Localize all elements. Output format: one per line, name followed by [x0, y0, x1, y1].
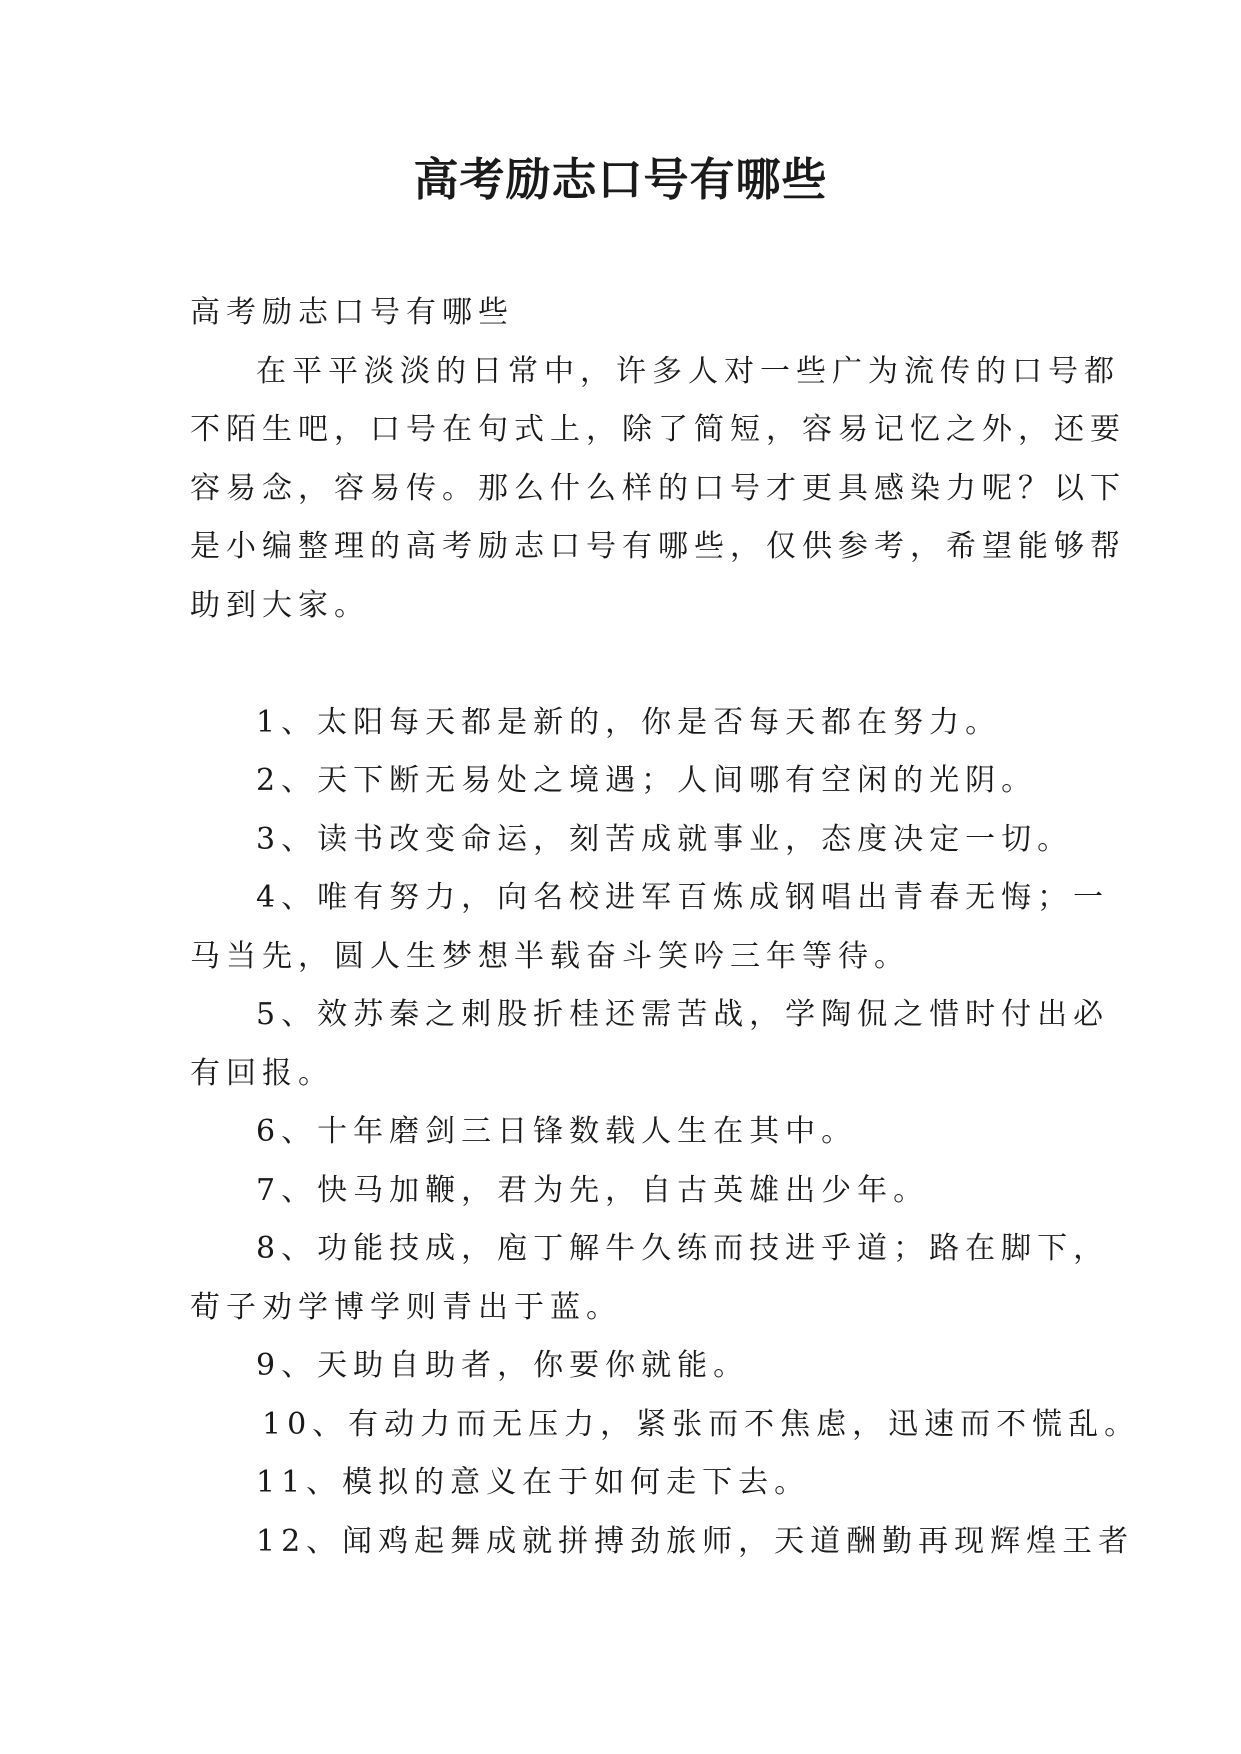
list-item: 12、闻鸡起舞成就拼搏劲旅师，天道酬勤再现辉煌王者: [256, 1523, 1135, 1559]
intro-line: 容易念，容易传。那么什么样的口号才更具感染力呢？以下: [190, 470, 1126, 506]
list-item: 1、太阳每天都是新的，你是否每天都在努力。: [256, 704, 1002, 740]
list-item-continuation: 荀子劝学博学则青出于蓝。: [190, 1289, 622, 1325]
list-item-continuation: 马当先，圆人生梦想半载奋斗笑吟三年等待。: [190, 938, 910, 974]
list-item: 4、唯有努力，向名校进军百炼成钢唱出青春无悔；一: [256, 880, 1110, 915]
list-item: 7、快马加鞭，君为先，自古英雄出少年。: [256, 1172, 930, 1208]
paragraph-spacer: [190, 635, 1070, 694]
intro-line: 不陌生吧，口号在句式上，除了简短，容易记忆之外，还要: [190, 412, 1126, 447]
list-item-continuation: 有回报。: [190, 1055, 334, 1091]
document-title: 高考励志口号有哪些: [413, 153, 828, 206]
list-item: 11、模拟的意义在于如何走下去。: [256, 1465, 811, 1500]
list-item: 10、有动力而无压力，紧张而不焦虑，迅速而不慌乱。: [262, 1406, 1141, 1442]
document-body: [190, 284, 1141, 1571]
list-item: 6、十年磨剑三日锋数载人生在其中。: [256, 1114, 858, 1149]
list-item: 9、天助自助者，你要你就能。: [256, 1348, 750, 1383]
list-item: 2、天下断无易处之境遇；人间哪有空闲的光阴。: [256, 763, 1038, 798]
list-item: 5、效苏秦之刺股折桂还需苦战，学陶侃之惜时付出必: [256, 997, 1110, 1032]
intro-line: 助到大家。: [190, 587, 370, 623]
list-item: 3、读书改变命运，刻苦成就事业，态度决定一切。: [256, 821, 1074, 857]
intro-line: 是小编整理的高考励志口号有哪些，仅供参考，希望能够帮: [190, 529, 1126, 564]
list-item: 8、功能技成，庖丁解牛久练而技进乎道；路在脚下，: [256, 1231, 1110, 1266]
intro-line: 在平平淡淡的日常中，许多人对一些广为流传的口号都: [256, 353, 1120, 389]
document-subtitle: 高考励志口号有哪些: [190, 295, 514, 330]
